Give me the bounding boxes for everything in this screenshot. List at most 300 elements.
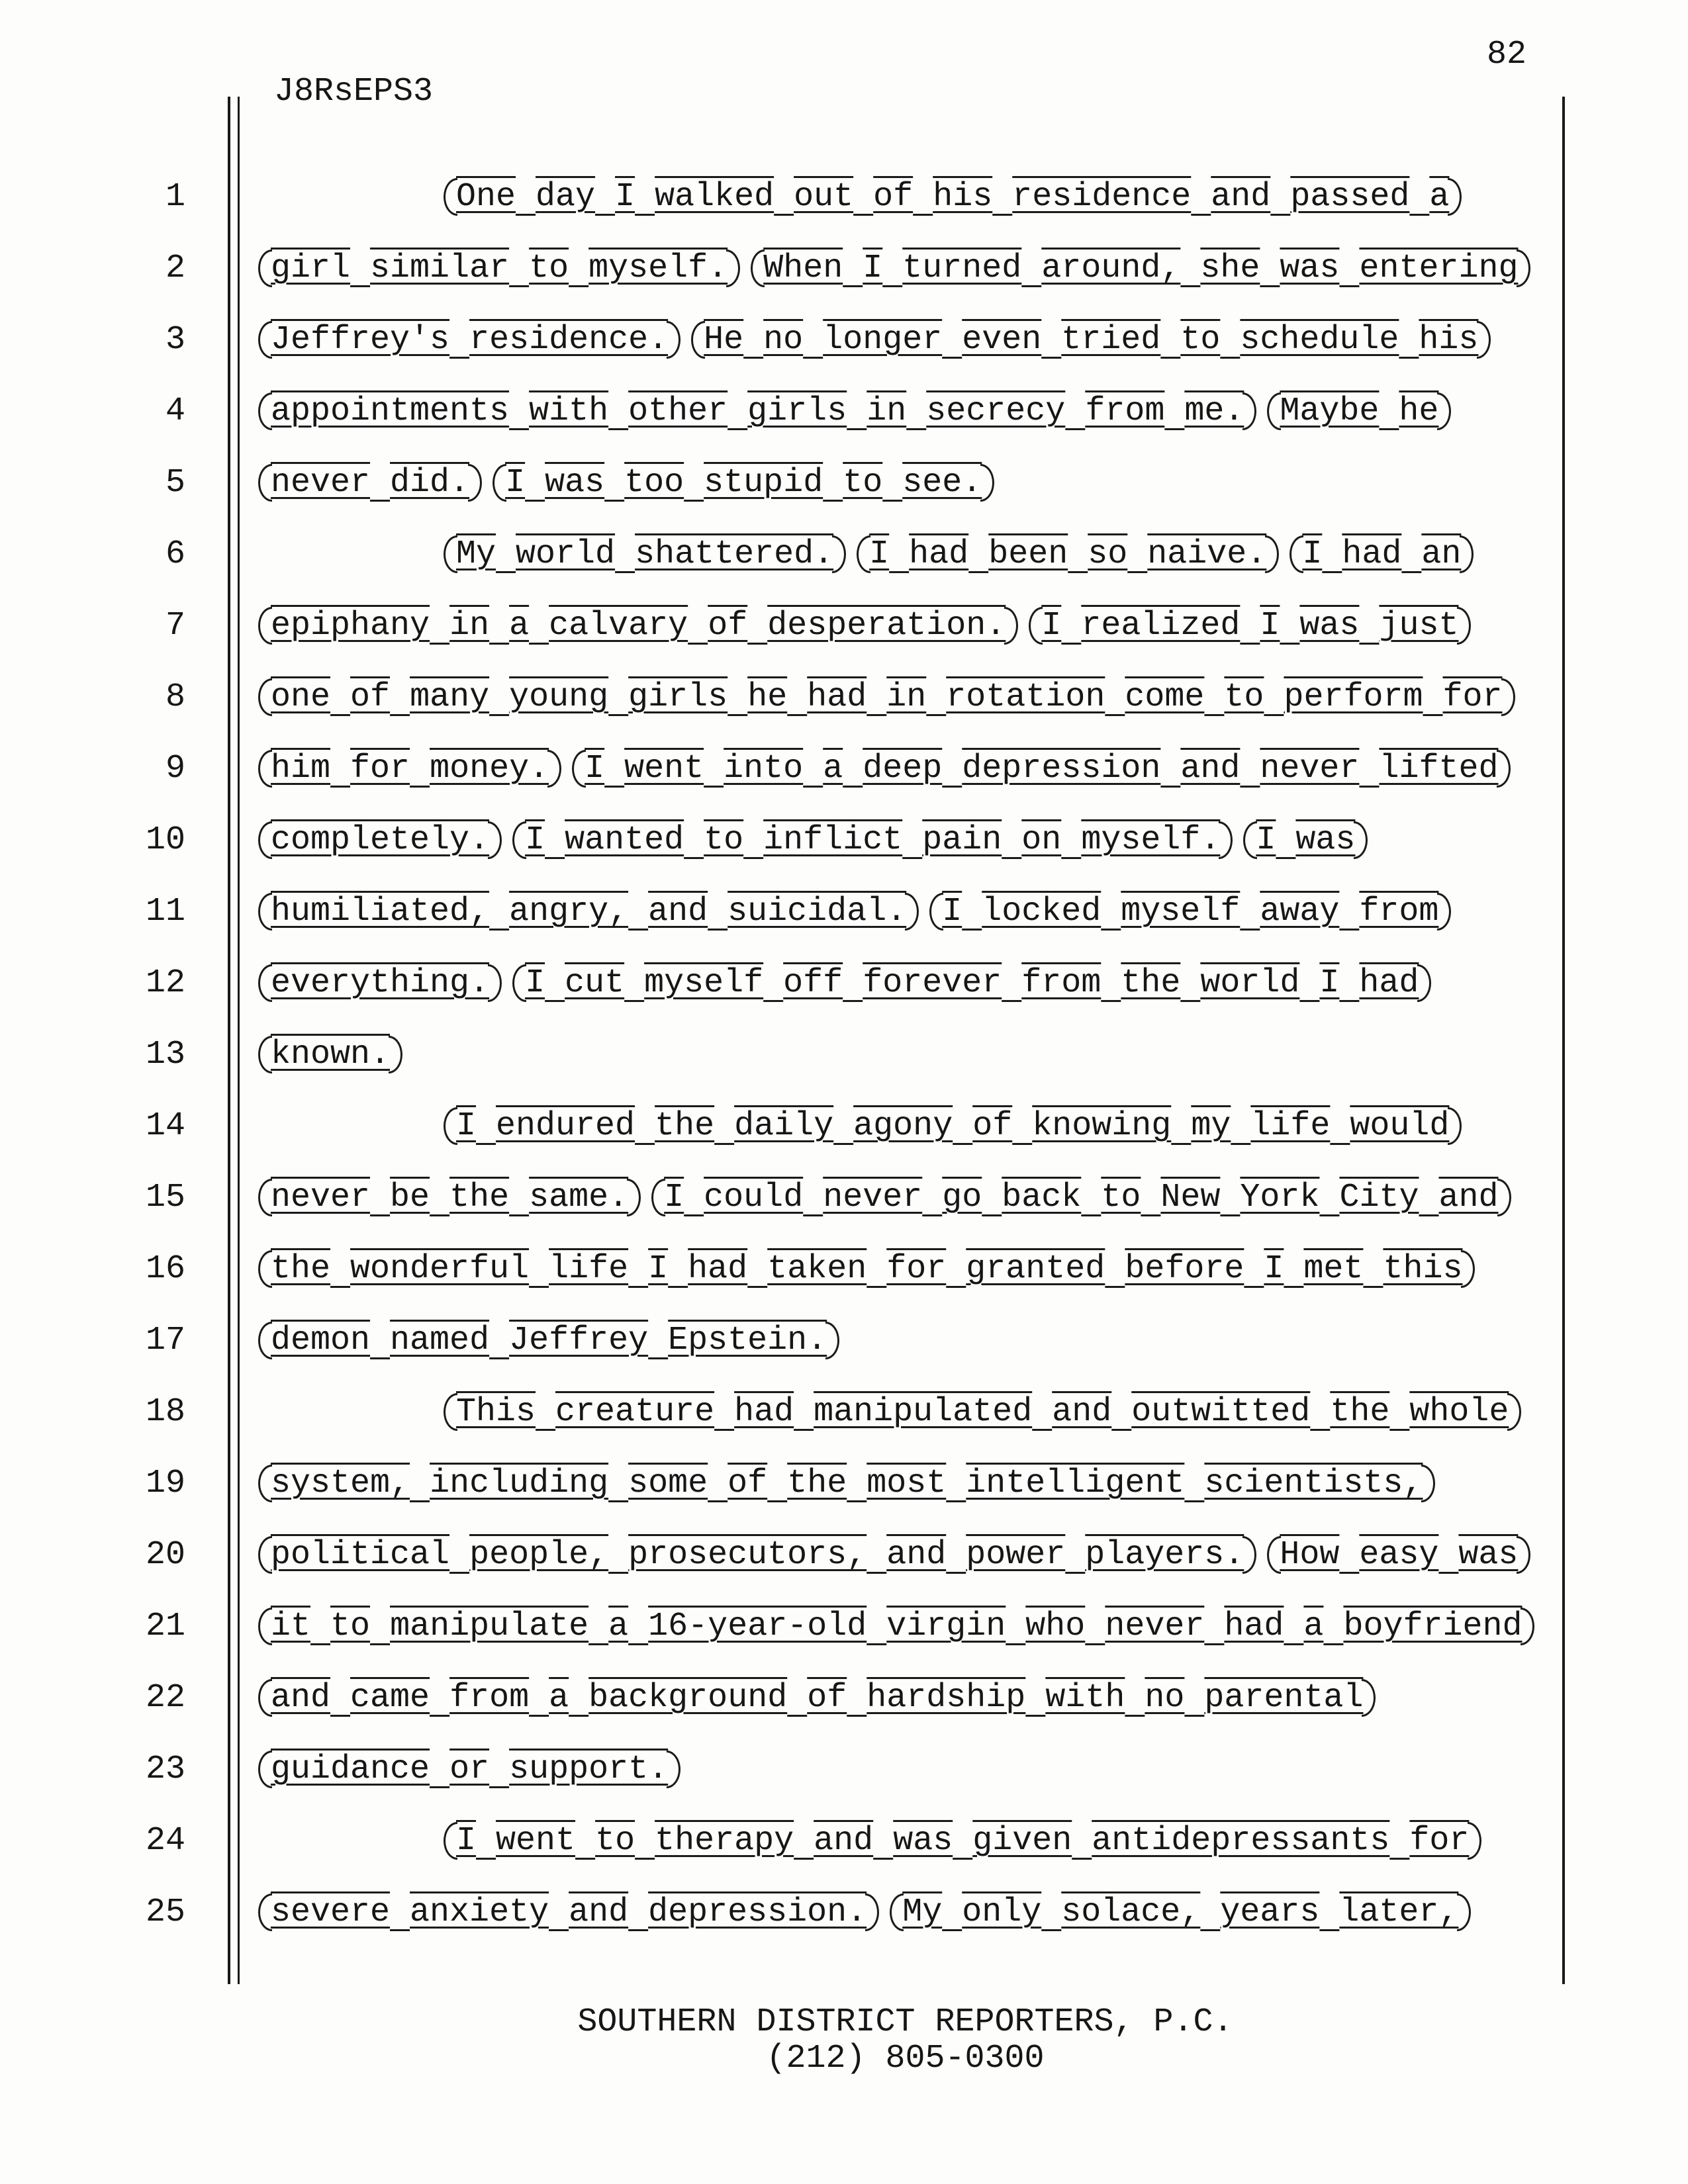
space-connector	[867, 678, 886, 716]
word: Jeffrey	[509, 1322, 649, 1359]
transcript-line	[0, 1246, 1688, 1309]
word: never	[271, 464, 371, 502]
word: in	[886, 678, 927, 716]
word: and	[1052, 1393, 1112, 1431]
word: calvary	[549, 607, 688, 645]
word: I	[1260, 607, 1280, 645]
line-text	[258, 602, 1471, 650]
line-text	[444, 1103, 1462, 1150]
space-connector	[1323, 1608, 1343, 1645]
word: came	[350, 1679, 430, 1717]
word: had	[688, 1250, 748, 1288]
word: myself	[1121, 893, 1241, 931]
space-connector	[942, 321, 962, 359]
word: for	[1409, 1822, 1470, 1860]
line-number: 8	[165, 678, 185, 716]
space-connector	[906, 392, 926, 430]
word: me.	[1184, 392, 1244, 430]
space-connector	[509, 1179, 529, 1216]
line-text	[258, 388, 1451, 435]
space-connector	[843, 964, 863, 1002]
redaction-box	[258, 1460, 1435, 1508]
word: wonderful	[350, 1250, 530, 1288]
space-connector	[1180, 964, 1200, 1002]
word: with	[529, 392, 609, 430]
word: for	[886, 1250, 947, 1288]
space-connector	[1264, 678, 1284, 716]
word: My	[902, 1893, 943, 1931]
word: of	[727, 1465, 768, 1502]
word: never	[1105, 1608, 1205, 1645]
redaction-box	[258, 1246, 1475, 1293]
word: of	[708, 607, 748, 645]
word: a	[608, 1608, 629, 1645]
redaction-box	[258, 745, 561, 793]
space-connector	[794, 1822, 814, 1860]
word: whole	[1409, 1393, 1509, 1431]
space-connector	[922, 1179, 942, 1216]
word: for	[1442, 678, 1503, 716]
redaction-box	[444, 1103, 1462, 1150]
transcript-line	[0, 1460, 1688, 1524]
word: tried	[1061, 321, 1161, 359]
space-connector	[1359, 750, 1379, 788]
word: out	[794, 178, 854, 216]
word: guidance	[271, 1751, 430, 1788]
word: him	[271, 750, 331, 788]
word: was	[1458, 1536, 1519, 1574]
word: had	[807, 678, 867, 716]
word: world	[516, 535, 616, 573]
space-connector	[902, 821, 922, 859]
word: rotation	[946, 678, 1105, 716]
space-connector	[1125, 1679, 1145, 1717]
word: to	[529, 250, 569, 287]
word: I	[1264, 1250, 1284, 1288]
line-text	[258, 1603, 1534, 1651]
word: of	[350, 678, 391, 716]
line-text	[258, 1317, 839, 1365]
word: myself	[644, 964, 764, 1002]
word: I	[505, 464, 526, 502]
word: realized	[1081, 607, 1241, 645]
word: I	[1256, 821, 1276, 859]
word: no	[763, 321, 804, 359]
word: from	[1021, 964, 1102, 1002]
redaction-box	[444, 1817, 1481, 1865]
word: When	[763, 250, 843, 287]
word: I	[664, 1179, 684, 1216]
word: inflict	[763, 821, 903, 859]
word: in	[867, 392, 907, 430]
space-connector	[1191, 178, 1211, 216]
word: I	[942, 893, 962, 931]
word: completely.	[271, 821, 490, 859]
word: to	[843, 464, 883, 502]
word: I	[456, 1107, 477, 1145]
word: a	[1429, 178, 1450, 216]
redaction-box	[444, 173, 1462, 221]
word: a	[509, 607, 530, 645]
space-connector	[767, 1465, 787, 1502]
space-connector	[330, 1679, 350, 1717]
redaction-box	[751, 245, 1530, 293]
line-text	[258, 745, 1511, 793]
redaction-box	[258, 1531, 1256, 1579]
redaction-box	[258, 674, 1515, 721]
space-connector	[982, 1179, 1002, 1216]
space-connector	[774, 178, 794, 216]
word: stupid	[704, 464, 823, 502]
redaction-box	[258, 817, 502, 864]
space-connector	[635, 1107, 655, 1145]
word: a	[823, 750, 843, 788]
redaction-box	[929, 888, 1451, 936]
line-number: 21	[145, 1608, 185, 1645]
space-connector	[648, 1322, 668, 1359]
word: manipulated	[814, 1393, 1033, 1431]
word: demon	[271, 1322, 371, 1359]
line-number: 18	[145, 1393, 185, 1431]
line-text	[258, 1246, 1475, 1293]
word: this	[1383, 1250, 1463, 1288]
redaction-box	[1029, 602, 1471, 650]
space-connector	[1184, 1465, 1204, 1502]
word: forever	[863, 964, 1002, 1002]
word: been	[988, 535, 1068, 573]
redaction-box	[258, 1674, 1376, 1722]
space-connector	[1220, 321, 1240, 359]
word: depression	[962, 750, 1161, 788]
line-text	[444, 1817, 1481, 1865]
space-connector	[410, 1465, 430, 1502]
space-connector	[1339, 964, 1359, 1002]
word: money.	[430, 750, 549, 788]
word: I	[869, 535, 890, 573]
word: New	[1160, 1179, 1221, 1216]
word: from	[1359, 893, 1439, 931]
word: just	[1379, 607, 1459, 645]
space-connector	[743, 321, 763, 359]
space-connector	[545, 821, 565, 859]
word: secrecy	[926, 392, 1066, 430]
space-connector	[1032, 1393, 1052, 1431]
space-connector	[1231, 1107, 1250, 1145]
word: deep	[863, 750, 943, 788]
word: the	[1330, 1393, 1390, 1431]
word: intelligent	[966, 1465, 1185, 1502]
word: was	[545, 464, 605, 502]
word: had	[1342, 535, 1402, 573]
space-connector	[803, 750, 823, 788]
space-connector	[867, 1536, 886, 1574]
word: How	[1280, 1536, 1340, 1574]
space-connector	[536, 1393, 555, 1431]
line-text	[258, 1460, 1435, 1508]
redaction-box	[258, 316, 680, 364]
word: I	[648, 1250, 669, 1288]
word: granted	[966, 1250, 1105, 1288]
word: and	[886, 1536, 947, 1574]
word: for	[350, 750, 410, 788]
word: who	[1025, 1608, 1086, 1645]
transcript-line	[0, 173, 1688, 237]
word: go	[942, 1179, 982, 1216]
space-connector	[1012, 1107, 1032, 1145]
space-connector	[1160, 750, 1180, 788]
space-connector	[926, 678, 946, 716]
space-connector	[1002, 964, 1021, 1002]
line-text	[258, 674, 1515, 721]
word: met	[1303, 1250, 1364, 1288]
line-text	[258, 1031, 402, 1079]
word: I	[525, 821, 545, 859]
space-connector	[1041, 1893, 1061, 1931]
space-connector	[529, 1250, 549, 1288]
space-connector	[635, 1822, 655, 1860]
word: be	[390, 1179, 430, 1216]
space-connector	[1081, 1179, 1101, 1216]
word: prosecutors,	[628, 1536, 867, 1574]
space-connector	[1363, 1250, 1383, 1288]
space-connector	[763, 964, 783, 1002]
word: went	[496, 1822, 576, 1860]
redaction-box	[512, 817, 1233, 864]
line-text	[258, 245, 1530, 293]
line-number: 2	[165, 250, 185, 287]
space-connector	[370, 464, 390, 502]
word: of	[972, 1107, 1013, 1145]
footer-org: SOUTHERN DISTRICT REPORTERS, P.C.	[577, 2003, 1233, 2041]
word: later,	[1339, 1893, 1459, 1931]
space-connector	[476, 1822, 496, 1860]
word: I	[525, 964, 545, 1002]
word: to	[330, 1608, 371, 1645]
space-connector	[569, 250, 588, 287]
word: daily	[734, 1107, 834, 1145]
line-number: 1	[165, 178, 185, 216]
line-number: 10	[145, 821, 185, 859]
word: and	[569, 1893, 629, 1931]
space-connector	[889, 535, 909, 573]
space-connector	[529, 607, 549, 645]
line-number: 4	[165, 392, 185, 430]
transcript-line	[0, 602, 1688, 666]
word: everything.	[271, 964, 490, 1002]
space-connector	[1171, 1107, 1191, 1145]
space-connector	[992, 178, 1012, 216]
space-connector	[489, 678, 509, 716]
word: longer	[823, 321, 943, 359]
redaction-box	[258, 1317, 839, 1365]
word: never	[1260, 750, 1360, 788]
word: residence.	[469, 321, 669, 359]
space-connector	[946, 1465, 966, 1502]
line-number: 17	[145, 1322, 185, 1359]
word: on	[1021, 821, 1062, 859]
word: the	[655, 1107, 715, 1145]
transcript-line	[0, 1603, 1688, 1666]
line-text	[444, 1388, 1521, 1436]
line-number: 13	[145, 1036, 185, 1073]
space-connector	[853, 178, 873, 216]
word: support.	[509, 1751, 669, 1788]
word: the	[1121, 964, 1181, 1002]
space-connector	[727, 392, 747, 430]
space-connector	[1280, 607, 1299, 645]
line-text	[258, 459, 994, 507]
space-connector	[823, 464, 843, 502]
space-connector	[913, 178, 933, 216]
word: his	[1419, 321, 1479, 359]
space-connector	[489, 1322, 509, 1359]
word: girl	[271, 250, 351, 287]
word: easy	[1359, 1536, 1439, 1574]
transcript-line	[0, 1531, 1688, 1595]
space-connector	[390, 678, 410, 716]
word: his	[933, 178, 993, 216]
space-connector	[942, 1893, 962, 1931]
word: outwitted	[1131, 1393, 1311, 1431]
line-number: 12	[145, 964, 185, 1002]
space-connector	[1068, 535, 1088, 573]
word: even	[962, 321, 1042, 359]
space-connector	[1164, 392, 1184, 430]
word: given	[972, 1822, 1072, 1860]
redaction-box	[258, 459, 482, 507]
line-text	[258, 1531, 1530, 1579]
space-connector	[968, 535, 988, 573]
space-connector	[1002, 821, 1021, 859]
word: was	[1295, 821, 1356, 859]
space-connector	[1389, 1393, 1409, 1431]
transcript-line	[0, 1746, 1688, 1809]
transcript-line	[0, 817, 1688, 880]
space-connector	[843, 250, 863, 287]
space-connector	[449, 1536, 469, 1574]
space-connector	[569, 1679, 588, 1717]
word: known.	[271, 1036, 391, 1073]
space-connector	[747, 607, 767, 645]
word: to	[704, 821, 744, 859]
word: and	[1180, 750, 1241, 788]
line-number: 16	[145, 1250, 185, 1288]
line-number: 25	[145, 1893, 185, 1931]
space-connector	[688, 607, 708, 645]
space-connector	[516, 178, 536, 216]
word: was	[1299, 607, 1360, 645]
space-connector	[743, 821, 763, 859]
space-connector	[588, 1608, 608, 1645]
transcript-line	[0, 1031, 1688, 1095]
space-connector	[628, 1893, 648, 1931]
space-connector	[1319, 1893, 1339, 1931]
word: with	[1045, 1679, 1125, 1717]
word: I	[1041, 607, 1062, 645]
word: Jeffrey's	[271, 321, 450, 359]
word: pain	[922, 821, 1002, 859]
space-connector	[545, 964, 565, 1002]
space-connector	[1021, 250, 1041, 287]
space-connector	[787, 678, 807, 716]
space-connector	[803, 321, 823, 359]
word: I	[1302, 535, 1323, 573]
space-connector	[953, 1107, 972, 1145]
word: off	[783, 964, 843, 1002]
transcript-line	[0, 1174, 1688, 1238]
space-connector	[1270, 178, 1290, 216]
space-connector	[615, 535, 635, 573]
line-text	[258, 1746, 680, 1794]
word: and	[814, 1822, 874, 1860]
space-connector	[946, 1536, 966, 1574]
word: most	[867, 1465, 947, 1502]
space-connector	[704, 750, 724, 788]
redaction-box	[572, 745, 1511, 793]
word: other	[628, 392, 728, 430]
space-connector	[370, 1322, 390, 1359]
line-number: 11	[145, 893, 185, 931]
space-connector	[509, 392, 529, 430]
line-number: 15	[145, 1179, 185, 1216]
space-connector	[1379, 392, 1399, 430]
word: she	[1200, 250, 1260, 287]
word: the	[787, 1465, 847, 1502]
space-connector	[1085, 1608, 1105, 1645]
line-number: 3	[165, 321, 185, 359]
word: epiphany	[271, 607, 430, 645]
space-connector	[390, 1893, 410, 1931]
word: severe	[271, 1893, 391, 1931]
word: taken	[767, 1250, 867, 1288]
space-connector	[684, 821, 704, 859]
redaction-box	[258, 1603, 1534, 1651]
word: one	[271, 678, 331, 716]
space-connector	[1244, 1250, 1264, 1288]
word: and	[1438, 1179, 1499, 1216]
word: entering	[1359, 250, 1519, 287]
space-connector	[684, 1179, 704, 1216]
word: in	[449, 607, 490, 645]
space-connector	[1160, 321, 1180, 359]
space-connector	[1310, 1393, 1330, 1431]
line-text	[444, 531, 1474, 578]
word: and	[271, 1679, 331, 1717]
space-connector	[942, 750, 962, 788]
space-connector	[628, 1250, 648, 1288]
space-connector	[962, 893, 982, 931]
space-connector	[489, 893, 509, 931]
transcript-line	[0, 1817, 1688, 1881]
word: a	[549, 1679, 569, 1717]
word: went	[624, 750, 704, 788]
word: same.	[529, 1179, 629, 1216]
word: therapy	[655, 1822, 794, 1860]
word: City	[1339, 1179, 1419, 1216]
space-connector	[1339, 893, 1359, 931]
transcript-line	[0, 1317, 1688, 1381]
space-connector	[1101, 964, 1121, 1002]
word: parental	[1204, 1679, 1364, 1717]
space-connector	[1041, 321, 1061, 359]
line-text	[258, 1674, 1376, 1722]
line-number: 22	[145, 1679, 185, 1717]
space-connector	[787, 1679, 807, 1717]
line-text	[258, 960, 1431, 1007]
space-connector	[1101, 893, 1121, 931]
word: turned	[902, 250, 1022, 287]
word: he	[747, 678, 788, 716]
